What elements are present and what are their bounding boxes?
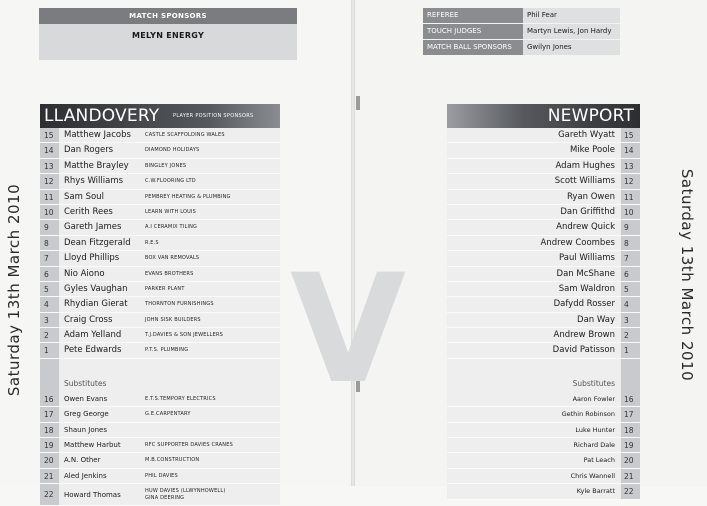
number-column-spacer (40, 375, 59, 392)
shirt-number: 11 (40, 190, 59, 204)
shirt-number: 8 (621, 236, 640, 250)
shirt-number: 9 (621, 220, 640, 234)
shirt-number: 6 (621, 267, 640, 281)
position-sponsor (145, 407, 191, 421)
player-name: Sam Waldron (558, 283, 615, 294)
player-name: Luke Hunter (575, 425, 615, 434)
substitutes-heading: Substitutes (572, 378, 615, 388)
shirt-number: 22 (621, 484, 640, 498)
player-row (447, 328, 640, 343)
shirt-number: 10 (40, 205, 59, 219)
player-name: Dan Rogers (64, 145, 114, 156)
number-column-spacer (621, 375, 640, 392)
shirt-number: 10 (621, 205, 640, 219)
player-row (447, 267, 640, 282)
player-row (447, 128, 640, 143)
substitute-row (40, 453, 280, 468)
away-team-header (447, 104, 640, 128)
match-sponsors-label: MATCH SPONSORS (39, 8, 297, 24)
shirt-number: 3 (40, 313, 59, 327)
away-player-list (447, 128, 640, 500)
player-row (40, 174, 280, 189)
player-row (447, 343, 640, 358)
player-name: Pat Leach (583, 456, 615, 465)
position-sponsor: P.T.S. PLUMBING (145, 347, 189, 354)
player-name: Cerith Rees (64, 206, 113, 217)
player-row (447, 205, 640, 220)
player-row (40, 297, 280, 312)
player-name: Nio Aiono (64, 268, 105, 279)
player-name: Dafydd Rosser (553, 299, 615, 310)
position-sponsors-heading: PLAYER POSITION SPONSORS (173, 113, 254, 119)
player-name: David Patisson (552, 345, 615, 356)
officials-table (423, 8, 620, 56)
shirt-number: 17 (40, 407, 59, 421)
date-text: Saturday 13th March 2010 (5, 183, 23, 397)
player-name: Andrew Quick (556, 222, 615, 233)
player-row (40, 282, 280, 297)
position-sponsor (145, 469, 178, 483)
position-sponsor-line: RFC SUPPORTER DAVIES CRANES (145, 442, 233, 449)
shirt-number: 21 (621, 469, 640, 483)
player-row (40, 205, 280, 220)
player-row (447, 190, 640, 205)
official-value: Martyn Lewis, Jon Hardy (523, 24, 620, 39)
date-vertical-left (3, 180, 25, 400)
away-team-name: NEWPORT (547, 106, 634, 126)
player-name: Craig Cross (64, 314, 113, 325)
shirt-number: 20 (621, 453, 640, 467)
date-text: Saturday 13th March 2010 (678, 168, 696, 382)
position-sponsor: A.I CERAMIX TILING (145, 224, 198, 231)
shirt-number: 7 (621, 251, 640, 265)
player-name: Chris Wannell (570, 471, 615, 480)
number-column-spacer (40, 359, 59, 375)
shirt-number: 11 (621, 190, 640, 204)
player-name: Gethin Robinson (561, 410, 615, 419)
shirt-number: 12 (621, 174, 640, 188)
substitutes-heading-row (40, 375, 280, 392)
player-name: Gyles Vaughan (64, 283, 128, 294)
player-name: Owen Evans (64, 394, 108, 403)
shirt-number: 16 (40, 392, 59, 406)
player-name: Mike Poole (569, 145, 615, 156)
player-row (447, 220, 640, 235)
player-name: Ryan Owen (566, 191, 615, 202)
position-sponsor: PARKER PLANT (145, 285, 185, 292)
player-row (447, 159, 640, 174)
official-label: MATCH BALL SPONSORS (423, 40, 523, 55)
player-row (447, 143, 640, 158)
player-name: Howard Thomas (64, 491, 121, 500)
shirt-number: 19 (621, 438, 640, 452)
player-row (447, 297, 640, 312)
player-name: Pete Edwards (64, 345, 122, 356)
position-sponsor: BINGLEY JONES (145, 162, 187, 169)
home-player-list (40, 128, 280, 506)
shirt-number: 16 (621, 392, 640, 406)
shirt-number: 14 (621, 143, 640, 157)
player-name: Andrew Coombes (540, 237, 615, 248)
official-row (423, 24, 620, 39)
staple (356, 96, 360, 110)
substitute-row (447, 407, 640, 422)
player-name: Andrew Brown (553, 330, 615, 341)
position-sponsor (145, 484, 226, 505)
shirt-number: 5 (40, 282, 59, 296)
player-name: Adam Hughes (555, 160, 615, 171)
position-sponsor: PEMBREY HEATING & PLUMBING (145, 193, 231, 200)
official-value: Phil Fear (523, 8, 620, 23)
position-sponsor-line: GINA DEERING (145, 495, 185, 502)
player-name: Rhys Williams (64, 176, 124, 187)
substitute-row (447, 438, 640, 453)
substitute-row (40, 469, 280, 484)
player-name: Dean Fitzgerald (64, 237, 131, 248)
position-sponsor (145, 392, 216, 406)
player-name: Scott Williams (554, 176, 615, 187)
player-name: Aled Jenkins (64, 471, 107, 480)
number-column-spacer (621, 359, 640, 375)
position-sponsor: LEARN WITH LOUIS (145, 208, 197, 215)
player-row (40, 220, 280, 235)
shirt-number: 1 (40, 343, 59, 357)
position-sponsor: T.J.DAVIES & SON JEWELLERS (145, 332, 224, 339)
player-row (40, 267, 280, 282)
substitute-row (40, 423, 280, 438)
official-row (423, 40, 620, 55)
player-row (447, 236, 640, 251)
official-value: Gwilyn Jones (523, 40, 620, 55)
position-sponsor: C.W.FLOORING LTD (145, 178, 196, 185)
shirt-number: 2 (40, 328, 59, 342)
shirt-number: 17 (621, 407, 640, 421)
shirt-number: 9 (40, 220, 59, 234)
home-team-name: LLANDOVERY (44, 106, 160, 126)
player-row (447, 282, 640, 297)
position-sponsor: DIAMOND HOLIDAYS (145, 147, 200, 154)
position-sponsor: CASTLE SCAFFOLDING WALES (145, 132, 225, 138)
shirt-number: 15 (40, 128, 59, 142)
substitute-row (40, 438, 280, 453)
substitute-row (40, 484, 280, 506)
player-name: Richard Dale (573, 441, 615, 450)
shirt-number: 21 (40, 469, 59, 483)
shirt-number: 15 (621, 128, 640, 142)
position-sponsor-line: PHIL DAVIES (145, 472, 178, 479)
shirt-number: 14 (40, 143, 59, 157)
player-name: Shaun Jones (64, 425, 108, 434)
position-sponsor: EVANS BROTHERS (145, 270, 194, 277)
player-name: Greg George (64, 410, 109, 419)
player-name: Lloyd Phillips (64, 253, 120, 264)
player-row (447, 313, 640, 328)
position-sponsor (145, 453, 199, 467)
shirt-number: 2 (621, 328, 640, 342)
match-sponsors-box (39, 8, 297, 60)
player-row (40, 143, 280, 158)
shirt-number: 13 (40, 159, 59, 173)
shirt-number: 7 (40, 251, 59, 265)
player-name: Matthew Harbut (64, 441, 121, 450)
shirt-number: 5 (621, 282, 640, 296)
position-sponsor: THORNTON FURNISHINGS (145, 301, 214, 308)
player-name: Gareth James (64, 222, 122, 233)
substitute-row (447, 392, 640, 407)
player-row (40, 251, 280, 266)
home-team-sheet (40, 104, 280, 506)
player-name: A.N. Other (64, 456, 101, 465)
versus-mark: V (290, 243, 403, 417)
player-name: Aaron Fowler (572, 394, 615, 403)
substitute-row (447, 469, 640, 484)
position-sponsor: BOX VAN REMOVALS (145, 255, 200, 262)
substitutes-gap (40, 359, 280, 375)
substitutes-gap (447, 359, 640, 375)
shirt-number: 6 (40, 267, 59, 281)
position-sponsor-line: G.E.CARPENTARY (145, 411, 191, 418)
player-name: Dan McShane (556, 268, 615, 279)
player-name: Dan Way (577, 314, 615, 325)
player-name: Adam Yelland (64, 330, 122, 341)
player-row (40, 128, 280, 143)
player-name: Dan Griffithd (560, 206, 615, 217)
shirt-number: 4 (621, 297, 640, 311)
home-team-header (40, 104, 280, 128)
shirt-number: 1 (621, 343, 640, 357)
player-row (40, 343, 280, 358)
player-name: Rhydian Gierat (64, 299, 128, 310)
position-sponsor: R.E.S (145, 239, 159, 246)
shirt-number: 18 (621, 423, 640, 437)
player-row (40, 190, 280, 205)
position-sponsor-line: M.B.CONSTRUCTION (145, 457, 200, 464)
substitutes-heading: Substitutes (64, 378, 107, 388)
substitute-row (447, 453, 640, 468)
player-name: Gareth Wyatt (558, 130, 615, 140)
player-name: Paul Williams (559, 253, 615, 264)
player-name: Matthew Jacobs (64, 130, 131, 140)
match-sponsors-value: MELYN ENERGY (39, 24, 297, 60)
player-name: Matthe Brayley (64, 160, 129, 171)
shirt-number: 4 (40, 297, 59, 311)
player-row (40, 313, 280, 328)
player-row (447, 251, 640, 266)
position-sponsor-line: E.T.S.TEMPORY ELECTRICS (145, 395, 216, 402)
shirt-number: 13 (621, 159, 640, 173)
date-vertical-right (676, 160, 698, 390)
official-label: TOUCH JUDGES (423, 24, 523, 39)
shirt-number: 8 (40, 236, 59, 250)
shirt-number: 22 (40, 484, 59, 505)
player-row (447, 174, 640, 189)
player-row (40, 236, 280, 251)
shirt-number: 3 (621, 313, 640, 327)
official-row (423, 8, 620, 23)
position-sponsor: JOHN SISK BUILDERS (145, 316, 201, 323)
away-team-sheet (447, 104, 640, 500)
player-row (40, 159, 280, 174)
substitute-row (40, 407, 280, 422)
substitutes-heading-row (447, 375, 640, 392)
player-name: Kyle Barratt (576, 487, 615, 496)
substitute-row (447, 423, 640, 438)
position-sponsor (145, 438, 233, 452)
official-label: REFEREE (423, 8, 523, 23)
shirt-number: 18 (40, 423, 59, 437)
shirt-number: 12 (40, 174, 59, 188)
position-sponsor-line: HUW DAVIES (LLWYNHOWELL) (145, 488, 226, 495)
shirt-number: 19 (40, 438, 59, 452)
player-name: Sam Soul (64, 191, 104, 202)
player-row (40, 328, 280, 343)
shirt-number: 20 (40, 453, 59, 467)
substitute-row (447, 484, 640, 499)
substitute-row (40, 392, 280, 407)
